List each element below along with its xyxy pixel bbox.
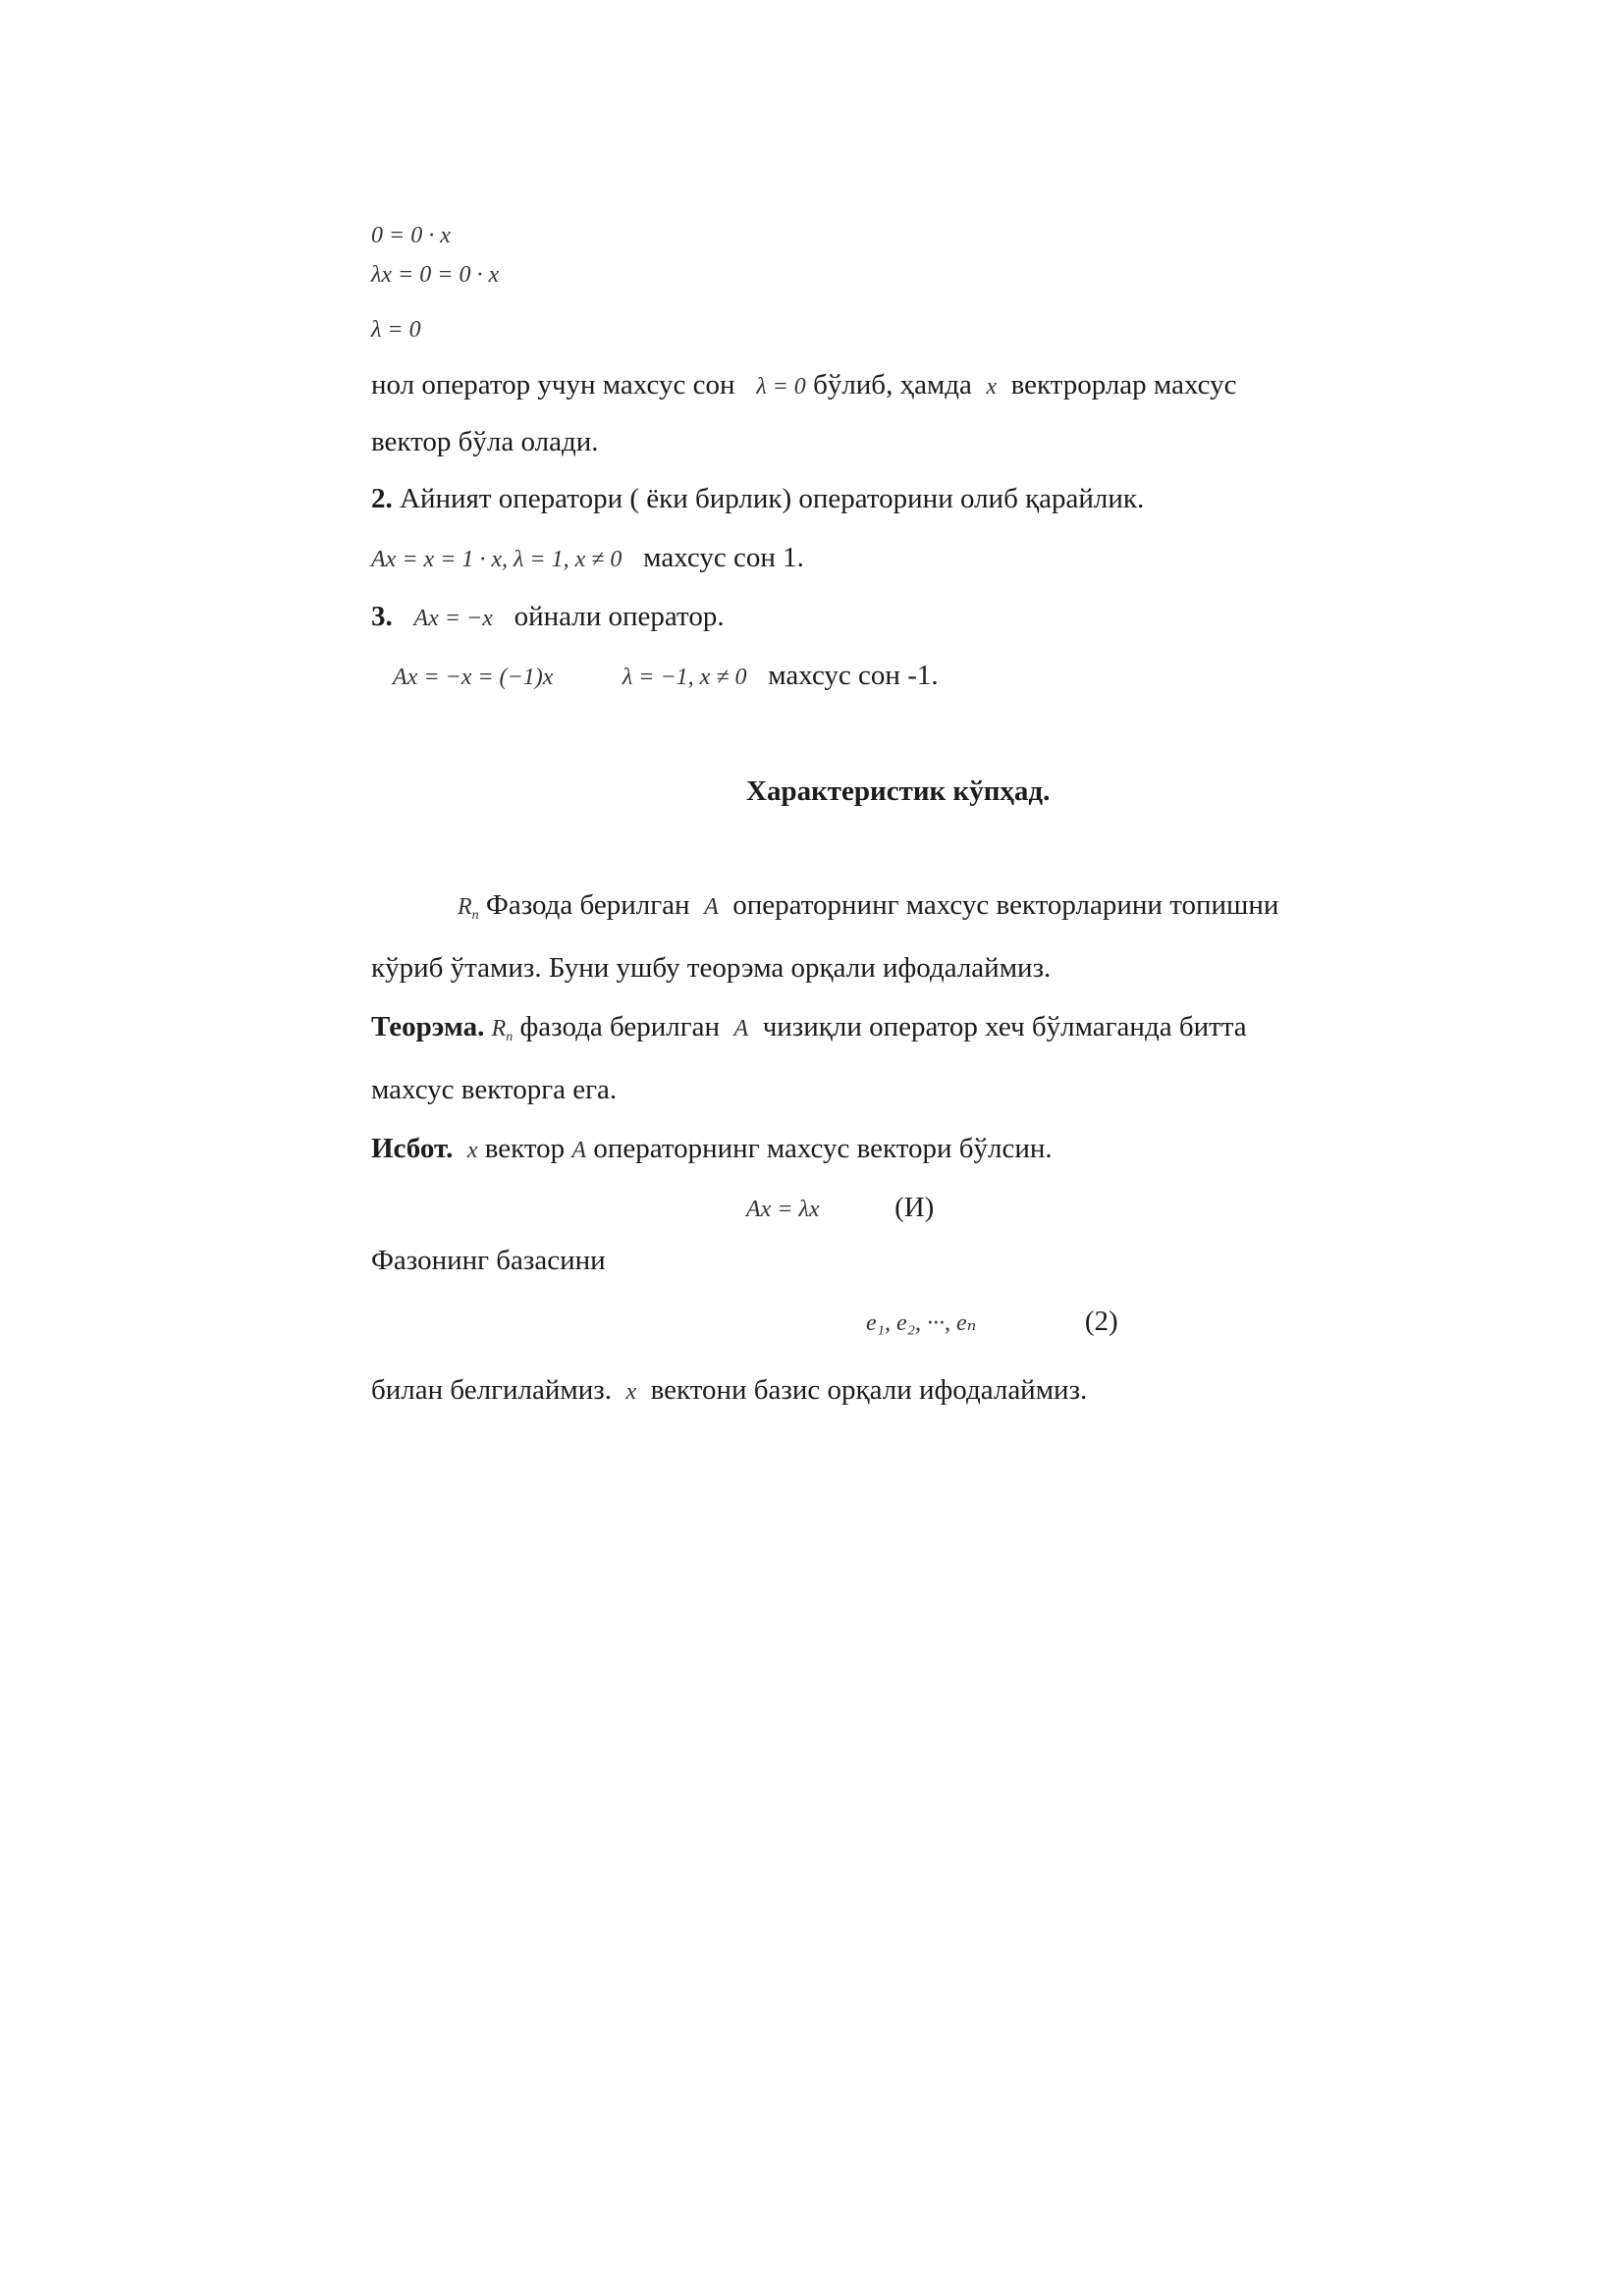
inline-math: A xyxy=(704,894,719,920)
paragraph-last xyxy=(371,1372,1087,1410)
equation-tag: (И) xyxy=(894,1192,935,1223)
item-number: 2. xyxy=(371,483,393,514)
inline-math: x xyxy=(625,1379,637,1405)
item-3-heading xyxy=(371,599,725,636)
display-math: e₁, e₂, ···, eₙ xyxy=(866,1310,977,1336)
item-number: 3. xyxy=(371,601,393,632)
text-run: бўлиб, ҳамда xyxy=(813,369,972,400)
inline-math: x xyxy=(466,1138,478,1163)
inline-math: $R_n$ xyxy=(491,1016,514,1044)
text-run: операторнинг махсус вектори бўлсин. xyxy=(593,1133,1053,1164)
text-run: вектор бўла олади. xyxy=(371,426,599,457)
equation-text: λ = 0 xyxy=(371,317,421,343)
paragraph-eigenvectors xyxy=(458,887,1278,934)
proof-statement xyxy=(371,1131,1053,1168)
inline-math: λ = −1, x ≠ 0 xyxy=(622,665,747,690)
text-run: ойнали оператор. xyxy=(514,601,725,632)
paragraph-zero-operator xyxy=(371,367,1236,404)
text-run: кўриб ўтамиз. Буни ушбу теорэма орқали ифодалаймиз. xyxy=(371,952,1052,984)
paragraph-vector xyxy=(371,424,598,459)
text-run: махсус сон -1. xyxy=(768,660,939,691)
theorem-statement xyxy=(371,1009,1247,1055)
equation-text: 0 = 0 · x xyxy=(371,223,451,248)
display-math: Ax = λx xyxy=(746,1197,820,1222)
text-run: махсус сон 1. xyxy=(643,542,804,573)
text-run: чизиқли оператор хеч бўлмаганда битта xyxy=(762,1011,1247,1042)
section-title xyxy=(746,774,1050,809)
inline-math: Ax = x = 1 · x, λ = 1, x ≠ 0 xyxy=(371,547,623,572)
inline-math: A xyxy=(571,1138,587,1163)
theorem-continuation xyxy=(371,1072,617,1107)
text-run: махсус векторга ега. xyxy=(371,1074,618,1105)
text-run: операторнинг махсус векторларини топишни xyxy=(732,889,1279,921)
paragraph-theorem-intro xyxy=(371,950,1051,986)
inline-math: $R_n$ xyxy=(458,894,479,923)
text-run: Айният оператори ( ёки бирлик) операторини олиб қарайлик. xyxy=(400,483,1145,514)
equation-zero xyxy=(371,218,451,253)
inline-math: Ax = −x = (−1)x xyxy=(393,665,554,690)
text-run: нол оператор учун махсус сон xyxy=(371,369,735,400)
inline-math: A xyxy=(733,1016,749,1041)
proof-label: Исбот. xyxy=(371,1133,454,1164)
equation-2 xyxy=(866,1304,1118,1341)
text-run: Фазонинг базасини xyxy=(371,1245,606,1276)
equation-I xyxy=(746,1190,934,1227)
text-run: вектор xyxy=(484,1133,566,1164)
text-run: вектрорлар махсус xyxy=(1010,369,1237,400)
inline-math: Ax = −x xyxy=(413,606,493,631)
equation-text: λx = 0 = 0 · x xyxy=(371,262,500,288)
equation-lambda-zero xyxy=(371,312,421,347)
theorem-label: Теорэма. xyxy=(371,1011,485,1042)
item-2-equation xyxy=(371,540,804,577)
inline-math: x xyxy=(986,374,998,400)
section-title-text: Характеристик кўпҳад. xyxy=(746,775,1051,807)
equation-lambda-x xyxy=(371,257,499,293)
equation-tag: (2) xyxy=(1084,1306,1118,1337)
text-run: вектони базис орқали ифодалаймиз. xyxy=(650,1374,1088,1406)
text-run: фазода берилган xyxy=(519,1011,721,1042)
item-3-equation xyxy=(393,658,939,695)
item-2-heading xyxy=(371,481,1144,516)
text-run: Фазода берилган xyxy=(485,889,690,921)
inline-math: λ = 0 xyxy=(756,374,806,400)
text-run: билан белгилаймиз. xyxy=(371,1374,612,1406)
paragraph-basis xyxy=(371,1243,606,1278)
